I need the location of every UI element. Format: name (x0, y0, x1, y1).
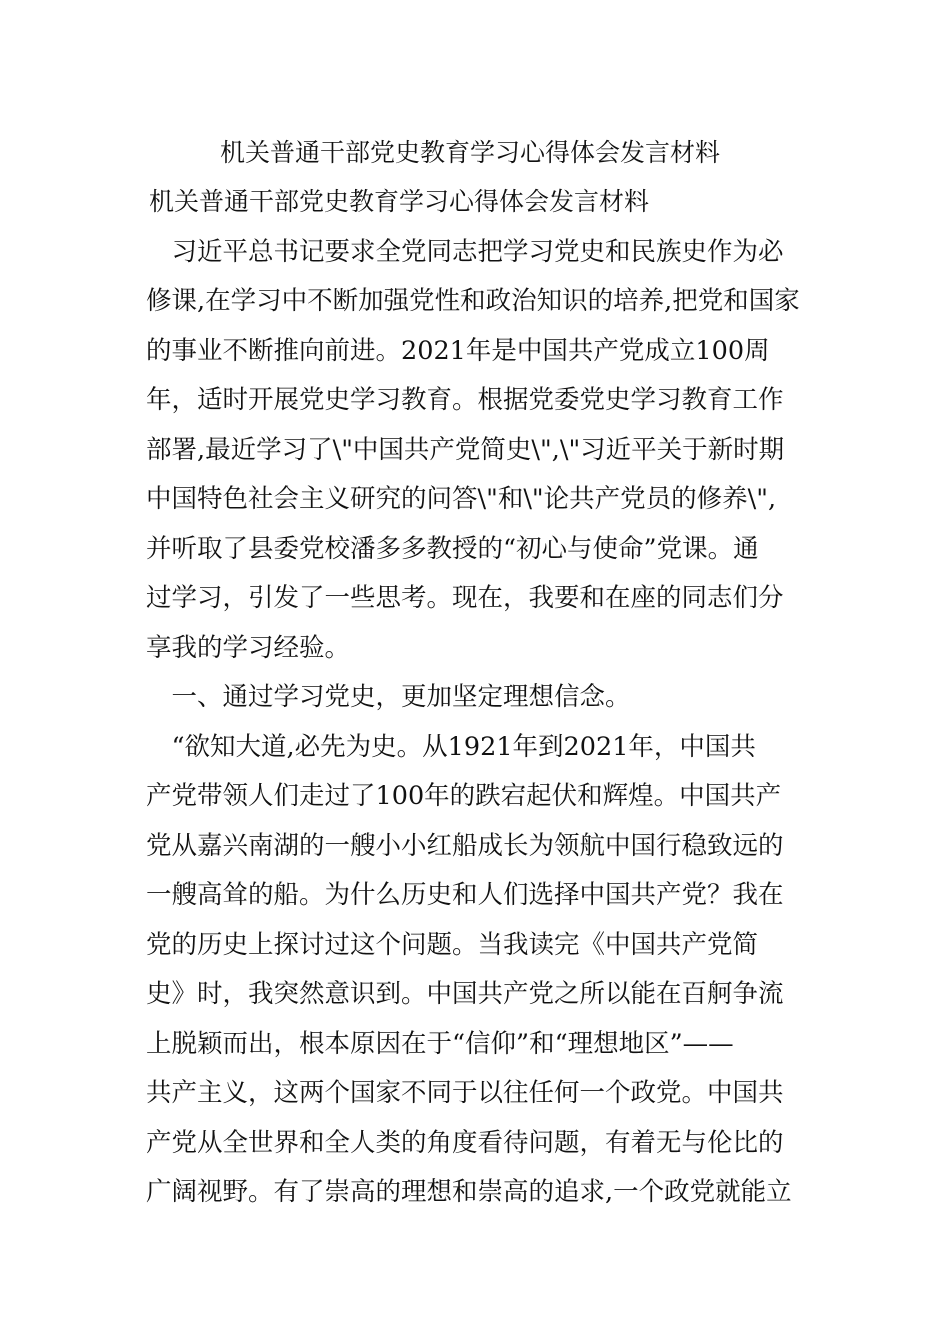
section-heading: 一、通过学习党史，更加坚定理想信念。 (146, 682, 631, 712)
text-line: 史》时，我突然意识到。中国共产党之所以能在百舸争流 (146, 979, 784, 1009)
text-line: 共产主义，这两个国家不同于以往任何一个政党。中国共 (146, 1078, 784, 1108)
text-line: 中国特色社会主义研究的问答\"和\"论共产党员的修养\", (146, 484, 777, 514)
text-line: 并听取了县委党校潘多多教授的“初心与使命”党课。通 (146, 534, 759, 564)
text-line: 党从嘉兴南湖的一艘小小红船成长为领航中国行稳致远的 (146, 831, 784, 861)
text-line: 上脱颖而出，根本原因在于“信仰”和“理想地区”—— (146, 1029, 734, 1059)
text-line: 年，适时开展党史学习教育。根据党委党史学习教育工作 (146, 385, 784, 415)
text-line: 的事业不断推向前进。2021年是中国共产党成立100周 (146, 336, 770, 366)
text-line: 广阔视野。有了崇高的理想和崇高的追求,一个政党就能立 (146, 1177, 792, 1207)
text-line: 习近平总书记要求全党同志把学习党史和民族史作为必 (146, 237, 784, 267)
document-subtitle: 机关普通干部党史教育学习心得体会发言材料 (149, 187, 650, 216)
text-line: 一艘高耸的船。为什么历史和人们选择中国共产党？我在 (146, 880, 784, 910)
text-line: 享我的学习经验。 (146, 633, 351, 663)
text-line: 产党从全世界和全人类的角度看待问题，有着无与伦比的 (146, 1128, 784, 1158)
text-line: 修课,在学习中不断加强党性和政治知识的培养,把党和国家 (146, 286, 800, 316)
document-title: 机关普通干部党史教育学习心得体会发言材料 (220, 138, 721, 167)
text-line: 部署,最近学习了\"中国共产党简史\",\"习近平关于新时期 (146, 435, 785, 465)
text-line: 过学习，引发了一些思考。现在，我要和在座的同志们分 (146, 583, 784, 613)
text-line: 党的历史上探讨过这个问题。当我读完《中国共产党简 (146, 930, 759, 960)
text-line: 产党带领人们走过了100年的跌宕起伏和辉煌。中国共产 (146, 781, 782, 811)
text-line: “欲知大道,必先为史。从1921年到2021年，中国共 (146, 732, 756, 762)
